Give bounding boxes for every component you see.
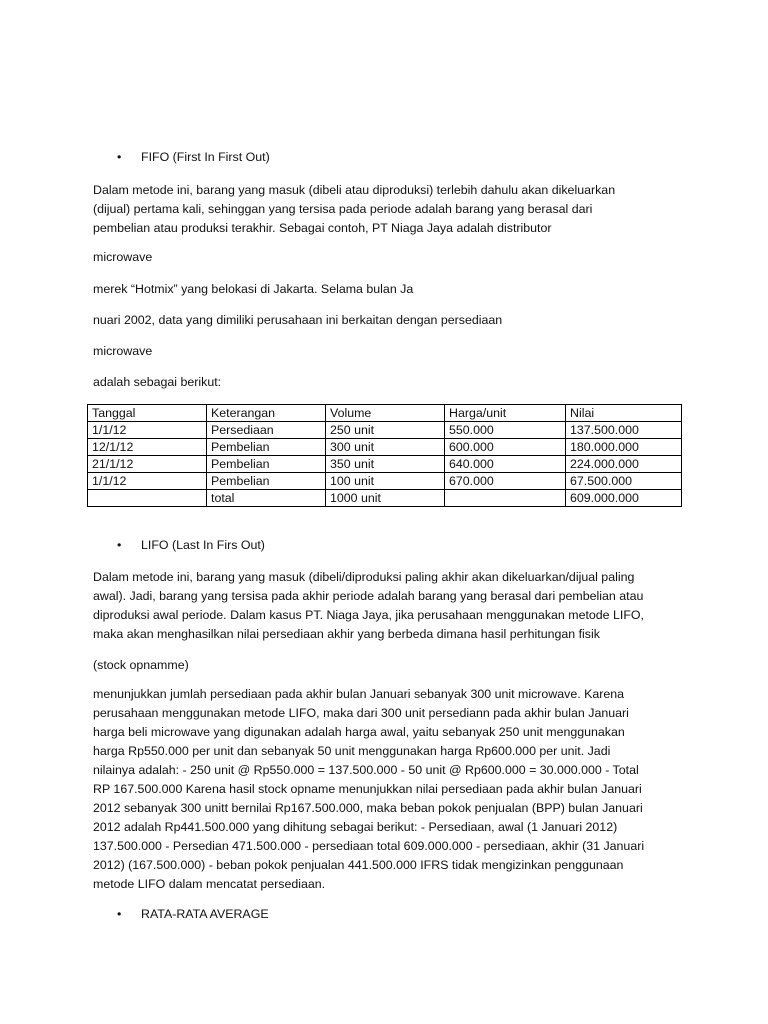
table-cell: 1000 unit xyxy=(326,490,445,507)
table-header-cell: Harga/unit xyxy=(445,405,566,422)
text-line: metode LIFO dalam mencatat persediaan. xyxy=(93,877,326,891)
text-line: RP 167.500.000 Karena hasil stock opname menunjukkan nilai persediaan pada akhir bulan Januari xyxy=(93,782,642,796)
text-line: 2012 adalah Rp441.500.000 yang dihitung sebagai berikut: - Persediaan, awal (1 Januari 2012) xyxy=(93,820,618,834)
text-line: harga Rp550.000 per unit dan sebanyak 50 unit menggunakan harga Rp600.000 per unit. Jadi xyxy=(93,744,611,758)
text-line: (dijual) pertama kali, sehinggan yang tersisa pada periode adalah barang yang berasal dari xyxy=(93,202,593,216)
table-cell: 640.000 xyxy=(445,456,566,473)
text-line: harga beli microwave yang digunakan adalah harga awal, yaitu sebanyak 250 unit menggunakan xyxy=(93,725,625,739)
fifo-line-merek: merek “Hotmix” yang belokasi di Jakarta. Selama bulan Ja xyxy=(93,282,414,296)
table-cell: Pembelian xyxy=(207,439,326,456)
table-cell: 180.000.000 xyxy=(566,439,682,456)
table-cell: 350 unit xyxy=(326,456,445,473)
table-cell: 100 unit xyxy=(326,473,445,490)
fifo-line-nuari: nuari 2002, data yang dimiliki perusahaan ini berkaitan dengan persediaan xyxy=(93,313,503,327)
table-row xyxy=(88,439,682,456)
text-line: menunjukkan jumlah persediaan pada akhir bulan Januari sebanyak 300 unit microwave. Karena xyxy=(93,687,625,701)
text-line: diproduksi awal periode. Dalam kasus PT. Niaga Jaya, jika perusahaan menggunakan metode LIFO, xyxy=(93,608,645,622)
table-header-cell: Tanggal xyxy=(88,405,207,422)
table-cell: 300 unit xyxy=(326,439,445,456)
inventory-table xyxy=(87,404,682,507)
table-row xyxy=(88,422,682,439)
average-heading: RATA-RATA AVERAGE xyxy=(141,907,269,921)
table-header-cell: Volume xyxy=(326,405,445,422)
table-cell xyxy=(445,490,566,507)
lifo-paragraph-2 xyxy=(93,685,683,894)
table-cell: 600.000 xyxy=(445,439,566,456)
table-header-cell: Keterangan xyxy=(207,405,326,422)
text-line: 137.500.000 - Persedian 471.500.000 - persediaan total 609.000.000 - persediaan, akhir (31 Januari xyxy=(93,839,645,853)
text-line: nilainya adalah: - 250 unit @ Rp550.000 = 137.500.000 - 50 unit @ Rp600.000 = 30.000.000 - Total xyxy=(93,763,639,777)
table-cell: total xyxy=(207,490,326,507)
table-cell: 137.500.000 xyxy=(566,422,682,439)
fifo-paragraph xyxy=(93,181,683,238)
table-total-row xyxy=(88,490,682,507)
text-line: awal). Jadi, barang yang tersisa pada akhir periode adalah barang yang berasal dari pembelian atau xyxy=(93,589,644,603)
lifo-paragraph-1 xyxy=(93,568,683,644)
bullet-dot: • xyxy=(117,538,122,552)
table-cell: 12/1/12 xyxy=(88,439,207,456)
text-line: perusahaan menggunakan metode LIFO, maka dari 300 unit persediann pada akhir bulan Januari xyxy=(93,706,629,720)
lifo-heading: LIFO (Last In Firs Out) xyxy=(141,538,265,552)
table-row xyxy=(88,456,682,473)
lifo-line-stock: (stock opnamme) xyxy=(93,658,189,672)
table-cell: 67.500.000 xyxy=(566,473,682,490)
text-line: 2012 sebanyak 300 unitt bernilai Rp167.500.000, maka beban pokok penjualan (BPP) bulan Januari xyxy=(93,801,643,815)
text-line: pembelian atau produksi terakhir. Sebagai contoh, PT Niaga Jaya adalah distributor xyxy=(93,221,552,235)
text-line: Dalam metode ini, barang yang masuk (dibeli/diproduksi paling akhir akan dikeluarkan/dijual paling xyxy=(93,570,635,584)
bullet-dot: • xyxy=(117,150,122,164)
table-cell: Pembelian xyxy=(207,473,326,490)
table-cell: 21/1/12 xyxy=(88,456,207,473)
table-cell: 1/1/12 xyxy=(88,422,207,439)
table-cell: 250 unit xyxy=(326,422,445,439)
fifo-line-microwave-2: microwave xyxy=(93,344,153,358)
table-cell: Persediaan xyxy=(207,422,326,439)
table-cell: 670.000 xyxy=(445,473,566,490)
table-cell: 224.000.000 xyxy=(566,456,682,473)
text-line: maka akan menghasilkan nilai persediaan akhir yang berbeda dimana hasil perhitungan fisik xyxy=(93,627,600,641)
fifo-heading: FIFO (First In First Out) xyxy=(141,150,270,164)
text-line: 2012) (167.500.000) - beban pokok penjualan 441.500.000 IFRS tidak mengizinkan penggunaan xyxy=(93,858,624,872)
table-cell xyxy=(88,490,207,507)
text-line: Dalam metode ini, barang yang masuk (dibeli atau diproduksi) terlebih dahulu akan dikeluarkan xyxy=(93,183,616,197)
table-header-row xyxy=(88,405,682,422)
table-cell: 609.000.000 xyxy=(566,490,682,507)
table-cell: 1/1/12 xyxy=(88,473,207,490)
bullet-dot: • xyxy=(117,907,122,921)
table-cell: Pembelian xyxy=(207,456,326,473)
fifo-line-adalah: adalah sebagai berikut: xyxy=(93,375,222,389)
fifo-line-microwave: microwave xyxy=(93,250,153,264)
table-cell: 550.000 xyxy=(445,422,566,439)
table-row xyxy=(88,473,682,490)
table-header-cell: Nilai xyxy=(566,405,682,422)
